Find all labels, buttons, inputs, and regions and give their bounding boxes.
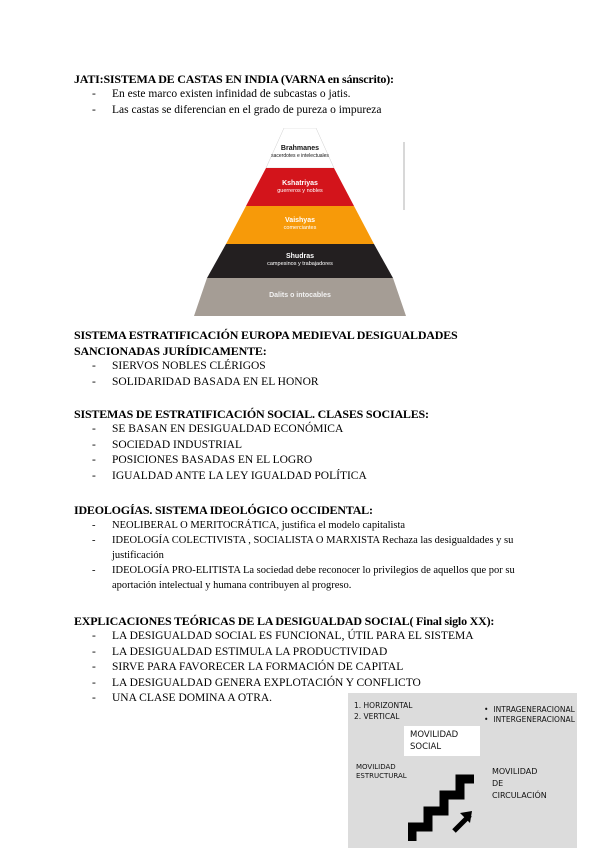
mobility-estructural-line1: MOVILIDAD [356, 763, 396, 771]
section-clases-sociales [74, 406, 544, 484]
section-heading: IDEOLOGÍAS. SISTEMA IDEOLÓGICO OCCIDENTAL: [74, 503, 373, 517]
list-item: - LA DESIGUALDAD ESTIMULA LA PRODUCTIVIDAD [92, 645, 544, 661]
mobility-circulacion-label [492, 766, 547, 802]
section-europa-medieval [74, 327, 544, 390]
pyramid-label-title: Kshatriyas [282, 180, 318, 187]
section-heading: JATI:SISTEMA DE CASTAS EN INDIA (VARNA en sánscrito): [74, 72, 394, 86]
mobility-estructural-label [356, 763, 407, 781]
list-item: - LA DESIGUALDAD SOCIAL ES FUNCIONAL, ÚTIL PARA EL SISTEMA [92, 629, 544, 645]
pyramid-label-subtitle: guerreros y nobles [277, 188, 323, 194]
stairs-arrow-icon [408, 765, 478, 845]
bullet-list [74, 518, 544, 593]
list-item: - Las castas se diferencian en el grado de pureza o impureza [92, 103, 544, 119]
mobility-type-intrageneracional: • INTRAGENERACIONAL [484, 705, 575, 715]
mobility-type-intergeneracional: • INTERGENERACIONAL [484, 715, 575, 725]
section-heading: EXPLICACIONES TEÓRICAS DE LA DESIGUALDAD SOCIAL( Final siglo XX): [74, 614, 495, 628]
mobility-social-line1: MOVILIDAD [410, 730, 459, 740]
section-heading-line2: SANCIONADAS JURÍDICAMENTE: [74, 344, 267, 358]
pyramid-label-subtitle: comerciantes [283, 225, 317, 231]
social-mobility-diagram [348, 693, 577, 848]
pyramid-labels [194, 128, 406, 318]
pyramid-label-title: Dalits o intocables [269, 292, 331, 299]
mobility-type-horizontal: 1. HORIZONTAL [354, 701, 413, 710]
list-item: - UNA CLASE DOMINA A OTRA. [92, 691, 544, 707]
list-item: - POSICIONES BASADAS EN EL LOGRO [92, 453, 544, 469]
pyramid-label-title: Brahmanes [280, 145, 320, 152]
section-castas-india [74, 71, 544, 118]
pyramid-label-subtitle: sacerdotes e intelectuales [271, 153, 329, 159]
list-item: - IDEOLOGÍA PRO-ELITISTA La sociedad debe reconocer lo privilegios de aquellos que por su aportación intelectual y humana contribuyen al progreso. [92, 563, 544, 593]
bullet-list [74, 359, 544, 390]
list-item: - SOCIEDAD INDUSTRIAL [92, 438, 544, 454]
list-item: - SIERVOS NOBLES CLÉRIGOS [92, 359, 544, 375]
list-item: - SIRVE PARA FAVORECER LA FORMACIÓN DE CAPITAL [92, 660, 544, 676]
list-item: - LA DESIGUALDAD GENERA EXPLOTACIÓN Y CONFLICTO [92, 676, 544, 692]
bullet-list [74, 87, 544, 118]
pyramid-label-subtitle: campesinos y trabajadores [267, 261, 333, 267]
section-ideologias [74, 502, 544, 593]
list-item: - SOLIDARIDAD BASADA EN EL HONOR [92, 375, 544, 391]
mobility-circulacion-line2: DE [492, 779, 504, 788]
list-item: - SE BASAN EN DESIGUALDAD ECONÓMICA [92, 422, 544, 438]
mobility-estructural-line2: ESTRUCTURAL [356, 772, 407, 780]
mobility-circulacion-line1: MOVILIDAD [492, 767, 538, 776]
pyramid-label-title: Shudras [285, 253, 314, 260]
mobility-circulacion-line3: CIRCULACIÓN [492, 791, 547, 800]
list-item: - En este marco existen infinidad de subcastas o jatis. [92, 87, 544, 103]
pyramid-label-title: Vaishyas [285, 217, 315, 224]
list-item: - NEOLIBERAL O MERITOCRÁTICA, justifica el modelo capitalista [92, 518, 544, 533]
list-item: - IDEOLOGÍA COLECTIVISTA , SOCIALISTA O MARXISTA Rechaza las desigualdades y su justificación [92, 533, 544, 563]
mobility-social-label [404, 726, 480, 756]
bullet-list [74, 422, 544, 484]
section-heading: SISTEMAS DE ESTRATIFICACIÓN SOCIAL. CLASES SOCIALES: [74, 407, 429, 421]
section-heading-line1: SISTEMA ESTRATIFICACIÓN EUROPA MEDIEVAL DESIGUALDADES [74, 328, 458, 342]
mobility-type-vertical: 2. VERTICAL [354, 712, 400, 721]
list-item: - IGUALDAD ANTE LA LEY IGUALDAD POLÍTICA [92, 469, 544, 485]
mobility-social-line2: SOCIAL [410, 742, 442, 752]
